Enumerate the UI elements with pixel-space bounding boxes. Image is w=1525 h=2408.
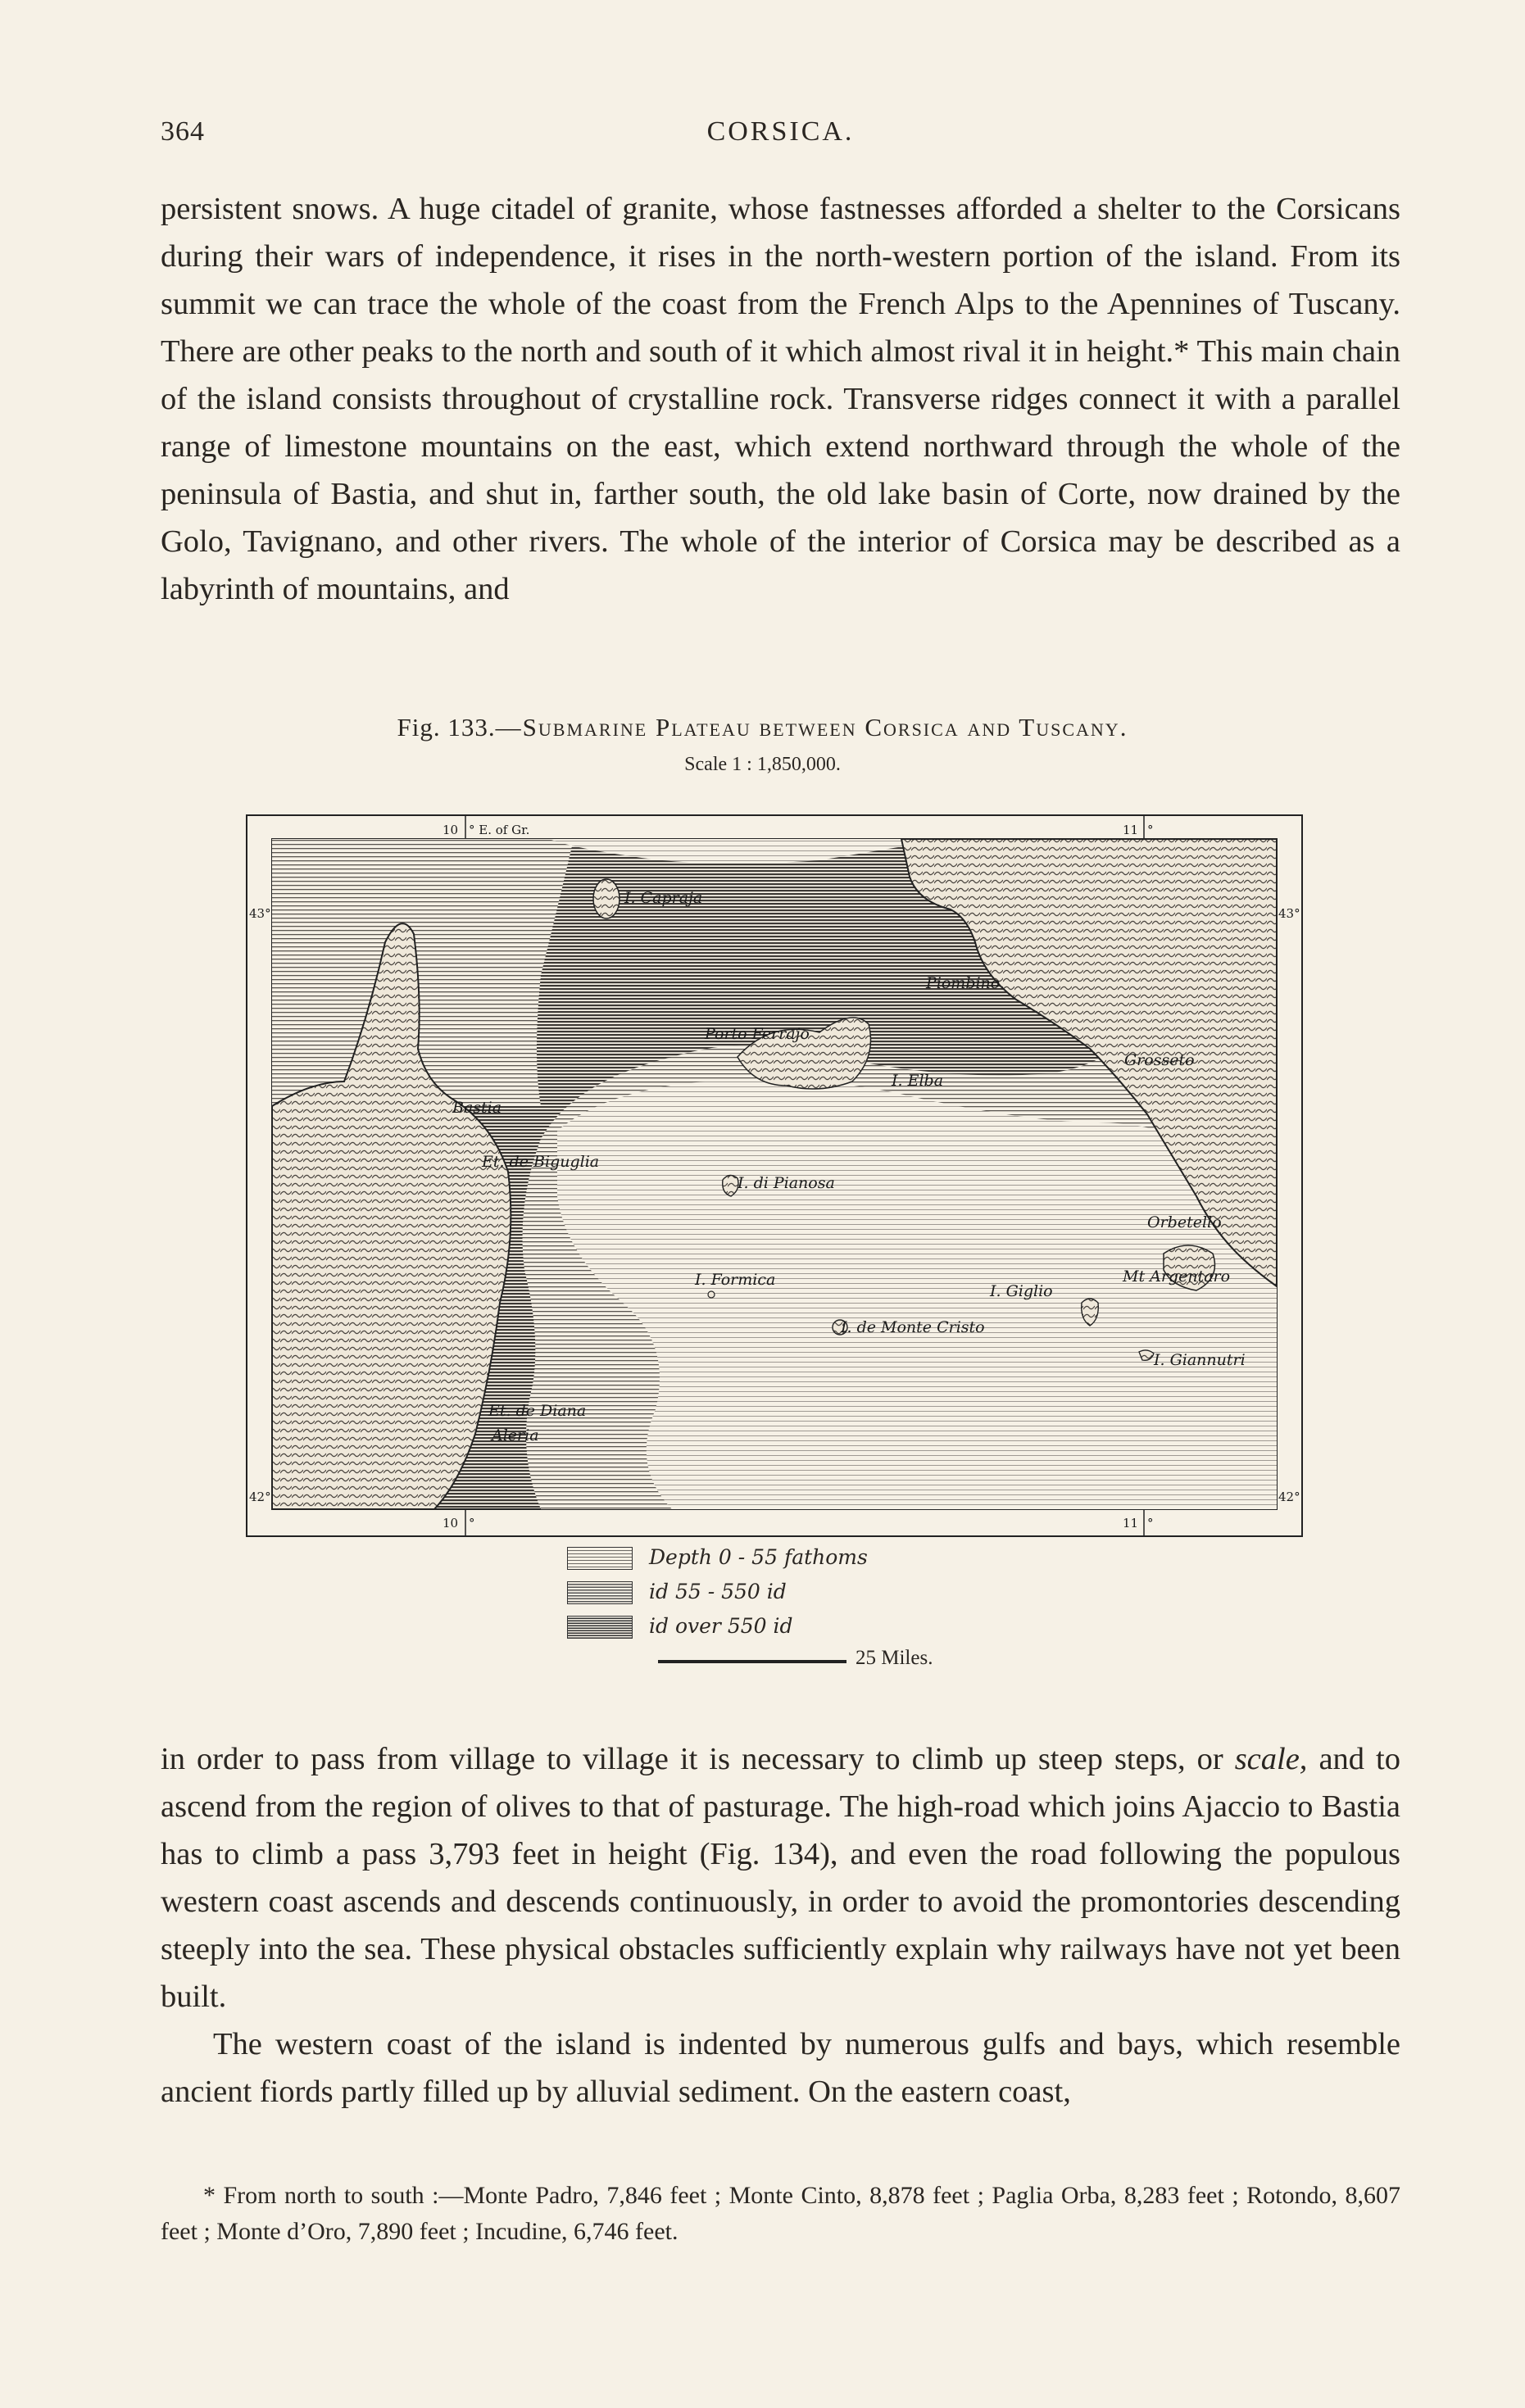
label-giannutri: I. Giannutri xyxy=(1154,1351,1246,1369)
footnote xyxy=(161,2178,1400,2250)
label-aleria: Aleria xyxy=(492,1426,539,1444)
scale-term: scale, xyxy=(1234,1742,1308,1776)
running-title: CORSICA. xyxy=(706,116,855,147)
label-bastia: Bastia xyxy=(452,1099,502,1117)
label-diana: Et. de Diana xyxy=(488,1402,587,1420)
capraja-island xyxy=(593,879,620,918)
legend-swatch-mid xyxy=(567,1581,633,1604)
lon-label-11-top: 11 xyxy=(1123,823,1139,837)
page-number: 364 xyxy=(161,116,205,147)
label-grosseto: Grosseto xyxy=(1124,1051,1195,1069)
label-giglio: I. Giglio xyxy=(990,1282,1053,1300)
legend-label-shallow: Depth 0 - 55 fathoms xyxy=(649,1545,868,1569)
lon-label-deg-top: ° xyxy=(1147,823,1154,837)
figure-number: Fig. 133. xyxy=(397,713,496,741)
legend-label-mid: id 55 - 550 id xyxy=(649,1580,787,1603)
label-piombino: Piombino xyxy=(926,974,1001,992)
paragraph-text: persistent snows. A huge citadel of granite, whose fastnesses afforded a shelter to the Corsicans during their wars of independence, it rises in the north-western portion of the island. From its summit we can trace the whole of the coast from the French Alps to the Apennines of Tuscany. There are other peaks to the north and south of it which almost rival it in height.* This main chain of the island consists throughout of crystalline rock. Transverse ridges connect it with a parallel range of limestone mountains on the east, which extend northward through the whole of the peninsula of Bastia, and shut in, farther south, the old lake basin of Corte, now drained by the Golo, Tavignano, and other rivers. The whole of the interior of Corsica may be described as a labyrinth of mountains, and xyxy=(161,192,1400,606)
scale-bar xyxy=(658,1660,846,1663)
running-head xyxy=(161,116,1400,157)
lon-label-deg2-bottom: ° xyxy=(1147,1516,1154,1531)
paragraph-top xyxy=(161,185,1400,613)
lon-label-10-top: 10 xyxy=(443,823,459,837)
lat-label-left-bottom: 42° xyxy=(249,1490,271,1504)
legend-swatch-deep xyxy=(567,1616,633,1639)
paragraph-continuation xyxy=(161,1735,1400,2020)
lon-label-deg-bottom: ° xyxy=(469,1516,475,1531)
legend-label-deep: id over 550 id xyxy=(649,1614,793,1638)
map-figure xyxy=(246,811,1303,1540)
legend-swatch-shallow xyxy=(567,1547,633,1570)
label-monte-cristo: I. de Monte Cristo xyxy=(841,1318,985,1336)
paragraph-continuation-text: in order to pass from village to village it is necessary to climb up steep steps, or xyxy=(161,1742,1223,1776)
label-capraja: I. Capraja xyxy=(624,889,703,907)
map-legend xyxy=(567,1547,1059,1694)
lat-label-right-top: 43° xyxy=(1278,906,1300,921)
label-orbetello: Orbetello xyxy=(1147,1213,1222,1231)
paragraph-continuation-rest: and to ascend from the region of olives to that of pasturage. The high-road which joins Ajaccio to Bastia has to climb a pass 3,793 feet in height (Fig. 134), and even the road following the populous western coast ascends and descends continuously, in order to avoid the promontories descending steeply into the sea. These physical obstacles sufficiently explain why railways have not yet been built. xyxy=(161,1742,1400,2014)
lon-label-unit-top: ° E. of Gr. xyxy=(469,823,530,837)
paragraph-western-coast: The western coast of the island is indented by numerous gulfs and bays, which resemble ancient fiords partly filled up by alluvial sediment. On the eastern coast, xyxy=(161,2027,1400,2109)
lat-label-left-top: 43° xyxy=(249,906,271,921)
footnote-text: * From north to south :—Monte Padro, 7,846 feet ; Monte Cinto, 8,878 feet ; Paglia Orba, 8,283 feet ; Rotondo, 8,607 feet ; Monte d’Oro, 7,890 feet ; Incudine, 6,746 feet. xyxy=(161,2182,1400,2245)
scale-bar-label: 25 Miles. xyxy=(856,1647,933,1669)
figure-caption xyxy=(0,713,1525,742)
legend-row-deep xyxy=(567,1616,1059,1640)
label-formica: I. Formica xyxy=(695,1271,776,1289)
figure-scale: Scale 1 : 1,850,000. xyxy=(684,754,841,775)
label-biguglia: Et. de Biguglia xyxy=(482,1153,600,1171)
formica-islet xyxy=(708,1291,715,1298)
label-pianosa: I. di Pianosa xyxy=(738,1174,835,1192)
lon-label-10-bottom: 10 xyxy=(443,1516,459,1531)
label-porto-ferrajo: Porto Ferrajo xyxy=(705,1025,810,1043)
legend-row-mid xyxy=(567,1581,1059,1606)
lon-label-11-bottom: 11 xyxy=(1123,1516,1139,1531)
label-elba: I. Elba xyxy=(892,1072,944,1090)
lat-label-right-bottom: 42° xyxy=(1278,1490,1300,1504)
label-argentaro: Mt Argentaro xyxy=(1123,1267,1231,1286)
paragraph-bottom xyxy=(161,1735,1400,2116)
figure-title: —Submarine Plateau between Corsica and Tuscany. xyxy=(495,713,1128,741)
legend-row-shallow xyxy=(567,1547,1059,1571)
